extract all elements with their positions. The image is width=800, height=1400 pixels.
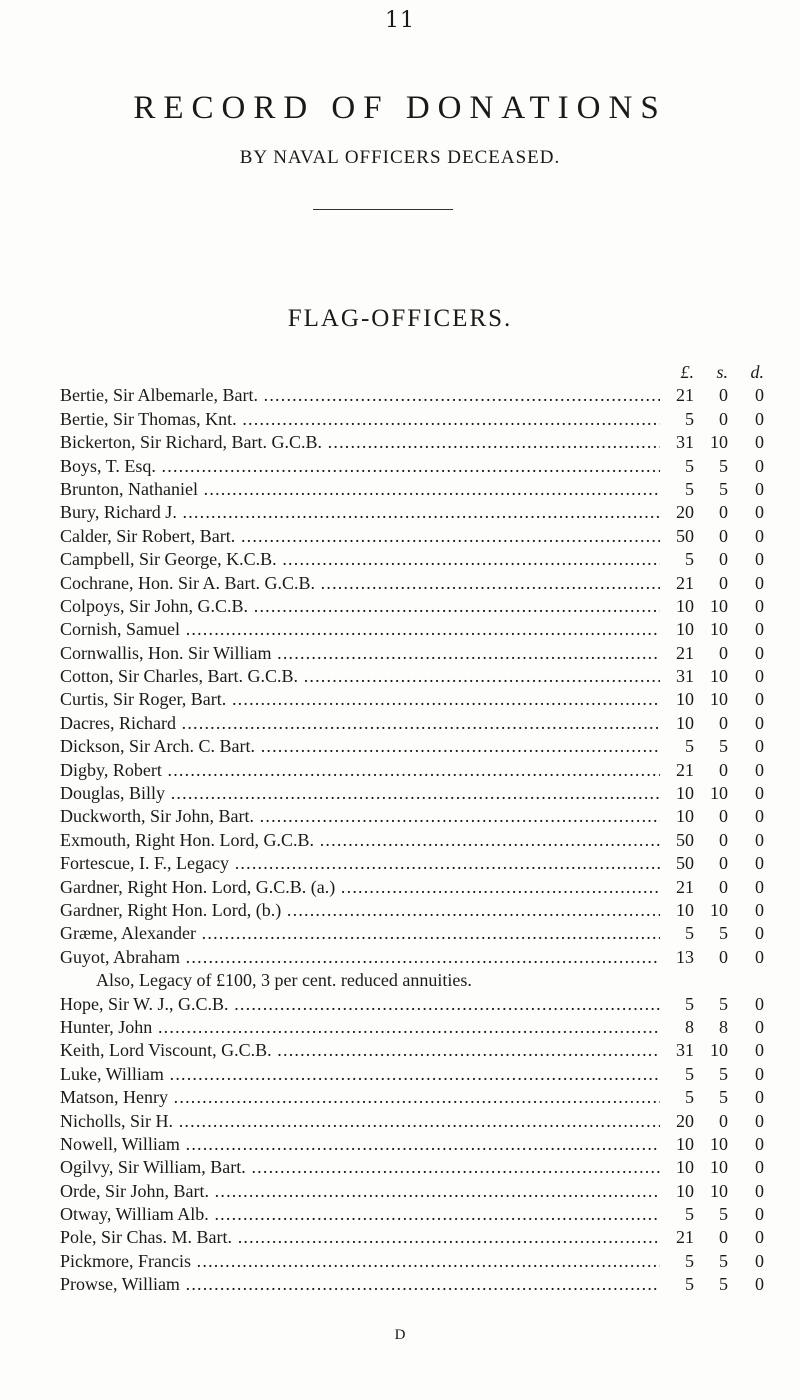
note-row	[60, 969, 760, 992]
amount-pence: 0	[755, 783, 764, 804]
table-row	[60, 899, 764, 922]
table-row	[60, 1039, 764, 1062]
amount-pence: 0	[755, 829, 764, 850]
donor-name: Also, Legacy of £100, 3 per cent. reduced annuities.	[96, 970, 472, 991]
amount-pounds: 5	[685, 1204, 694, 1225]
amount-pounds: 10	[676, 1157, 694, 1178]
table-row	[60, 1063, 764, 1086]
amount-pence: 0	[755, 923, 764, 944]
amount-shillings: 0	[719, 712, 728, 733]
amount-pence: 0	[755, 1040, 764, 1061]
amount-shillings: 5	[719, 1087, 728, 1108]
donor-name: Guyot, Abraham .....	[60, 946, 660, 969]
donor-name: Campbell, Sir George, K.C.B. .....	[60, 548, 660, 571]
amount-pounds: 10	[676, 1133, 694, 1154]
amount-pounds: 21	[676, 642, 694, 663]
table-row	[60, 501, 764, 524]
amount-shillings: 5	[719, 923, 728, 944]
donor-name: Dickson, Sir Arch. C. Bart. .....	[60, 735, 660, 758]
table-row	[60, 922, 764, 945]
divider	[313, 209, 453, 210]
amount-pence: 0	[755, 876, 764, 897]
amount-shillings: 0	[719, 759, 728, 780]
table-row	[60, 548, 764, 571]
amount-pence: 0	[755, 1087, 764, 1108]
table-row	[60, 1156, 764, 1179]
donor-name: Bertie, Sir Thomas, Knt. .....	[60, 408, 660, 431]
amount-shillings: 10	[710, 1157, 728, 1178]
amount-pence: 0	[755, 408, 764, 429]
amount-shillings: 5	[719, 993, 728, 1014]
table-row	[60, 946, 764, 969]
amount-pounds: 10	[676, 689, 694, 710]
amount-pounds: 5	[685, 736, 694, 757]
amount-shillings: 5	[719, 455, 728, 476]
amount-pounds: 31	[676, 432, 694, 453]
amount-shillings: 0	[719, 408, 728, 429]
amount-shillings: 0	[719, 572, 728, 593]
donor-name: Curtis, Sir Roger, Bart. .....	[60, 688, 660, 711]
donor-name: Colpoys, Sir John, G.C.B. .....	[60, 595, 660, 618]
table-row	[60, 618, 764, 641]
donor-name: Nicholls, Sir H. .....	[60, 1110, 660, 1133]
donations-table	[60, 361, 764, 1297]
amount-shillings: 5	[719, 1250, 728, 1271]
amount-pounds: 5	[685, 549, 694, 570]
amount-shillings: 10	[710, 1133, 728, 1154]
amount-pence: 0	[755, 946, 764, 967]
amount-pence: 0	[755, 1110, 764, 1131]
amount-pounds: 50	[676, 525, 694, 546]
table-row	[60, 782, 764, 805]
table-row	[60, 384, 764, 407]
amount-pounds: 10	[676, 806, 694, 827]
amount-pounds: 20	[676, 1110, 694, 1131]
amount-pence: 0	[755, 595, 764, 616]
amount-pounds: 21	[676, 572, 694, 593]
table-row	[60, 1203, 764, 1226]
page-number: 11	[385, 8, 415, 33]
donor-name: Dacres, Richard .....	[60, 712, 660, 735]
table-row	[60, 431, 764, 454]
table-row	[60, 735, 764, 758]
table-row	[60, 642, 764, 665]
donor-name: Luke, William .....	[60, 1063, 660, 1086]
amount-pounds: 5	[685, 455, 694, 476]
amount-pence: 0	[755, 712, 764, 733]
donor-name: Hunter, John .....	[60, 1016, 660, 1039]
amount-pence: 0	[755, 478, 764, 499]
amount-pence: 0	[755, 853, 764, 874]
amount-pounds: 8	[685, 1016, 694, 1037]
table-row	[60, 688, 764, 711]
donor-name: Cochrane, Hon. Sir A. Bart. G.C.B. .....	[60, 572, 660, 595]
amount-pounds: 13	[676, 946, 694, 967]
donor-name: Otway, William Alb. .....	[60, 1203, 660, 1226]
table-row	[60, 1086, 764, 1109]
amount-shillings: 0	[719, 642, 728, 663]
amount-pounds: 10	[676, 1180, 694, 1201]
amount-pence: 0	[755, 806, 764, 827]
pence-header: d.	[750, 362, 764, 382]
table-row	[60, 1110, 764, 1133]
amount-shillings: 10	[710, 899, 728, 920]
table-row	[60, 759, 764, 782]
amount-pounds: 31	[676, 1040, 694, 1061]
table-row	[60, 1273, 764, 1296]
donor-name: Gardner, Right Hon. Lord, (b.) .....	[60, 899, 660, 922]
table-row	[60, 408, 764, 431]
amount-pounds: 10	[676, 595, 694, 616]
table-row	[60, 1016, 764, 1039]
amount-pounds: 5	[685, 1063, 694, 1084]
signature-mark: D	[394, 1327, 406, 1343]
amount-shillings: 0	[719, 829, 728, 850]
amount-pence: 0	[755, 502, 764, 523]
amount-pence: 0	[755, 619, 764, 640]
amount-shillings: 10	[710, 666, 728, 687]
table-row	[60, 1226, 764, 1249]
amount-shillings: 5	[719, 478, 728, 499]
table-header	[60, 361, 764, 384]
amount-pounds: 5	[685, 1250, 694, 1271]
amount-pounds: 21	[676, 385, 694, 406]
amount-pence: 0	[755, 1250, 764, 1271]
amount-pounds: 50	[676, 829, 694, 850]
amount-shillings: 0	[719, 876, 728, 897]
amount-shillings: 10	[710, 595, 728, 616]
donor-name: Bickerton, Sir Richard, Bart. G.C.B. .....	[60, 431, 660, 454]
table-row	[60, 993, 764, 1016]
donation-rows	[60, 384, 764, 1296]
donor-name: Keith, Lord Viscount, G.C.B. .....	[60, 1039, 660, 1062]
amount-pence: 0	[755, 1204, 764, 1225]
table-row	[60, 525, 764, 548]
amount-pence: 0	[755, 642, 764, 663]
donor-name: Bertie, Sir Albemarle, Bart. .....	[60, 384, 660, 407]
donor-name: Gardner, Right Hon. Lord, G.C.B. (a.) .....	[60, 876, 660, 899]
amount-shillings: 5	[719, 1274, 728, 1295]
table-row	[60, 1180, 764, 1203]
donor-name: Pickmore, Francis .....	[60, 1250, 660, 1273]
table-row	[60, 1133, 764, 1156]
amount-pence: 0	[755, 1274, 764, 1295]
donor-name: Hope, Sir W. J., G.C.B. .....	[60, 993, 660, 1016]
amount-pence: 0	[755, 432, 764, 453]
table-row	[60, 455, 764, 478]
amount-pounds: 10	[676, 899, 694, 920]
amount-shillings: 8	[719, 1016, 728, 1037]
table-row	[60, 572, 764, 595]
donor-name: Calder, Sir Robert, Bart. .....	[60, 525, 660, 548]
amount-pounds: 31	[676, 666, 694, 687]
amount-shillings: 10	[710, 689, 728, 710]
amount-shillings: 0	[719, 549, 728, 570]
amount-pence: 0	[755, 993, 764, 1014]
donor-name: Bury, Richard J. .....	[60, 501, 660, 524]
table-row	[60, 829, 764, 852]
amount-shillings: 0	[719, 853, 728, 874]
amount-pounds: 5	[685, 1087, 694, 1108]
amount-pence: 0	[755, 689, 764, 710]
donor-name: Matson, Henry .....	[60, 1086, 660, 1109]
table-row	[60, 712, 764, 735]
amount-pence: 0	[755, 1180, 764, 1201]
amount-pounds: 10	[676, 619, 694, 640]
amount-shillings: 5	[719, 1204, 728, 1225]
amount-pence: 0	[755, 525, 764, 546]
donor-name: Prowse, William .....	[60, 1273, 660, 1296]
amount-pounds: 21	[676, 1227, 694, 1248]
amount-shillings: 10	[710, 1040, 728, 1061]
amount-pounds: 5	[685, 408, 694, 429]
amount-shillings: 10	[710, 432, 728, 453]
amount-pence: 0	[755, 549, 764, 570]
donor-name: Cornish, Samuel .....	[60, 618, 660, 641]
amount-shillings: 10	[710, 1180, 728, 1201]
donor-name: Douglas, Billy .....	[60, 782, 660, 805]
amount-pence: 0	[755, 455, 764, 476]
donor-name: Brunton, Nathaniel .....	[60, 478, 660, 501]
amount-pence: 0	[755, 899, 764, 920]
donor-name: Cotton, Sir Charles, Bart. G.C.B. .....	[60, 665, 660, 688]
amount-pence: 0	[755, 736, 764, 757]
donor-name: Græme, Alexander .....	[60, 922, 660, 945]
amount-pounds: 21	[676, 876, 694, 897]
amount-shillings: 10	[710, 783, 728, 804]
amount-pence: 0	[755, 572, 764, 593]
table-row	[60, 876, 764, 899]
donor-name: Duckworth, Sir John, Bart. .....	[60, 805, 660, 828]
donor-name: Boys, T. Esq. .....	[60, 455, 660, 478]
pounds-header: £.	[680, 362, 694, 382]
section-heading: FLAG-OFFICERS.	[287, 305, 513, 332]
amount-shillings: 0	[719, 806, 728, 827]
donor-name: Pole, Sir Chas. M. Bart. .....	[60, 1226, 660, 1249]
table-row	[60, 805, 764, 828]
amount-pounds: 50	[676, 853, 694, 874]
amount-pounds: 20	[676, 502, 694, 523]
amount-shillings: 0	[719, 1110, 728, 1131]
donor-name: Cornwallis, Hon. Sir William .....	[60, 642, 660, 665]
amount-shillings: 5	[719, 1063, 728, 1084]
amount-pence: 0	[755, 1157, 764, 1178]
amount-pounds: 10	[676, 783, 694, 804]
amount-pounds: 5	[685, 993, 694, 1014]
amount-shillings: 5	[719, 736, 728, 757]
table-row	[60, 852, 764, 875]
amount-pence: 0	[755, 759, 764, 780]
donor-name: Orde, Sir John, Bart. .....	[60, 1180, 660, 1203]
donor-name: Ogilvy, Sir William, Bart. .....	[60, 1156, 660, 1179]
amount-pence: 0	[755, 666, 764, 687]
donor-name: Fortescue, I. F., Legacy .....	[60, 852, 660, 875]
table-row	[60, 665, 764, 688]
amount-shillings: 0	[719, 946, 728, 967]
amount-shillings: 0	[719, 502, 728, 523]
page-subtitle: BY NAVAL OFFICERS DECEASED.	[239, 147, 561, 168]
table-row	[60, 595, 764, 618]
amount-pence: 0	[755, 385, 764, 406]
donor-name: Exmouth, Right Hon. Lord, G.C.B. .....	[60, 829, 660, 852]
table-row	[60, 1250, 764, 1273]
shillings-header: s.	[716, 362, 728, 382]
amount-shillings: 0	[719, 385, 728, 406]
amount-pence: 0	[755, 1016, 764, 1037]
donor-name: Nowell, William .....	[60, 1133, 660, 1156]
amount-pence: 0	[755, 1063, 764, 1084]
amount-pence: 0	[755, 1227, 764, 1248]
amount-pounds: 10	[676, 712, 694, 733]
amount-pounds: 5	[685, 1274, 694, 1295]
amount-pounds: 5	[685, 923, 694, 944]
amount-pounds: 5	[685, 478, 694, 499]
amount-pounds: 21	[676, 759, 694, 780]
amount-shillings: 10	[710, 619, 728, 640]
amount-pence: 0	[755, 1133, 764, 1154]
amount-shillings: 0	[719, 525, 728, 546]
table-row	[60, 478, 764, 501]
amount-shillings: 0	[719, 1227, 728, 1248]
page-title: RECORD OF DONATIONS	[133, 90, 667, 126]
donor-name: Digby, Robert .....	[60, 759, 660, 782]
